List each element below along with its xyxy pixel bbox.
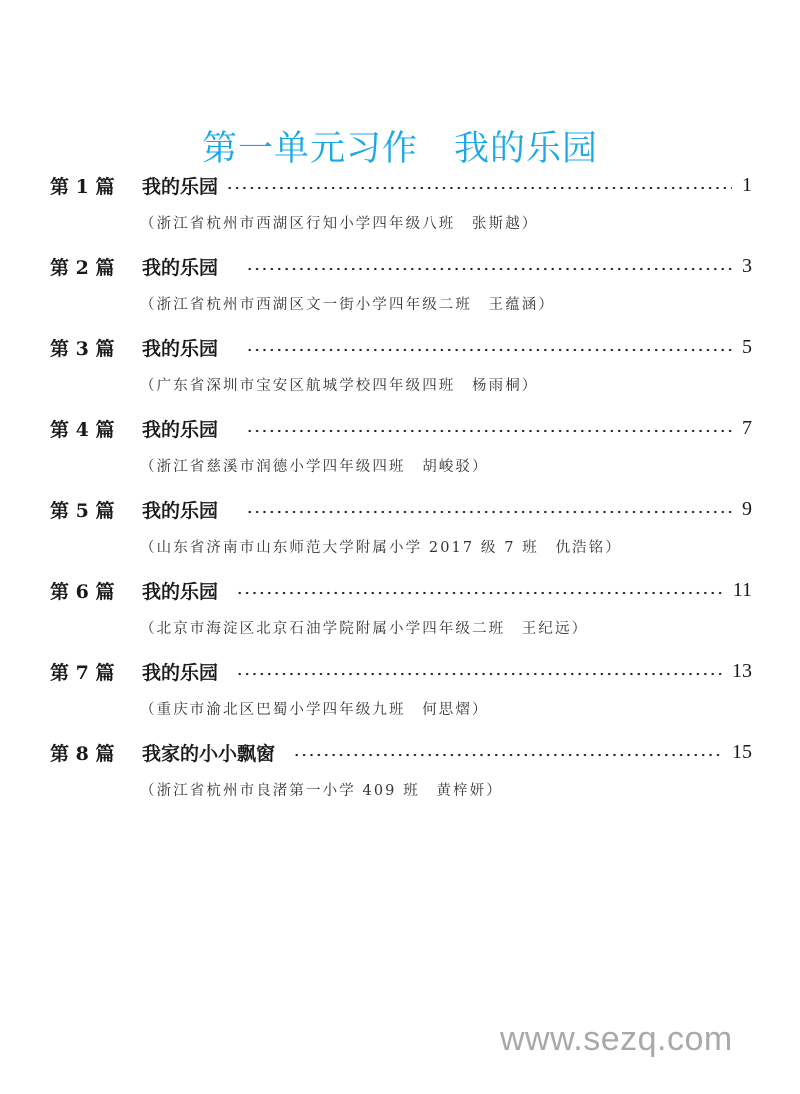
entry-number: 第 4 篇 bbox=[50, 418, 115, 441]
entry-number: 第 2 篇 bbox=[50, 256, 115, 279]
entry-page-number[interactable]: 15 bbox=[732, 740, 752, 763]
dot-leader bbox=[246, 510, 732, 514]
toc-entry-line[interactable] bbox=[50, 332, 752, 362]
entry-source: （浙江省杭州市西湖区文一街小学四年级二班 王蕴涵） bbox=[140, 297, 555, 313]
entry-page-number[interactable]: 9 bbox=[742, 497, 752, 520]
toc-entry[interactable] bbox=[0, 737, 800, 817]
entry-title[interactable]: 我家的小小飘窗 bbox=[142, 742, 276, 765]
entry-page-number[interactable]: 11 bbox=[732, 578, 752, 601]
dot-leader bbox=[226, 186, 732, 190]
entry-page-number[interactable]: 13 bbox=[732, 659, 752, 682]
entry-number: 第 7 篇 bbox=[50, 661, 115, 684]
toc-entry-line[interactable] bbox=[50, 413, 752, 443]
toc-entry-line[interactable] bbox=[50, 575, 752, 605]
toc-entry[interactable] bbox=[0, 494, 800, 574]
entry-number: 第 1 篇 bbox=[50, 175, 115, 198]
dot-leader bbox=[236, 672, 722, 676]
entry-title[interactable]: 我的乐园 bbox=[142, 661, 219, 684]
entry-number: 第 8 篇 bbox=[50, 742, 115, 765]
entry-title[interactable]: 我的乐园 bbox=[142, 256, 219, 279]
dot-leader bbox=[246, 267, 732, 271]
toc-entry[interactable] bbox=[0, 575, 800, 655]
toc-entry[interactable] bbox=[0, 656, 800, 736]
entry-number: 第 6 篇 bbox=[50, 580, 115, 603]
toc-entry-line[interactable] bbox=[50, 494, 752, 524]
dot-leader bbox=[236, 591, 723, 595]
entry-source: （广东省深圳市宝安区航城学校四年级四班 杨雨桐） bbox=[140, 378, 539, 394]
entry-title[interactable]: 我的乐园 bbox=[142, 175, 219, 198]
entry-title[interactable]: 我的乐园 bbox=[142, 580, 219, 603]
dot-leader bbox=[246, 429, 732, 433]
entry-source: （浙江省慈溪市润德小学四年级四班 胡峻驳） bbox=[140, 459, 489, 475]
page-title: 第一单元习作 我的乐园 bbox=[201, 129, 598, 170]
toc-entry[interactable] bbox=[0, 413, 800, 493]
toc-entry-line[interactable] bbox=[50, 251, 752, 281]
entry-number: 第 5 篇 bbox=[50, 499, 115, 522]
entry-page-number[interactable]: 3 bbox=[742, 254, 752, 277]
entry-title[interactable]: 我的乐园 bbox=[142, 499, 219, 522]
dot-leader bbox=[293, 753, 722, 757]
entry-number: 第 3 篇 bbox=[50, 337, 115, 360]
toc-entry[interactable] bbox=[0, 251, 800, 331]
entry-source: （重庆市渝北区巴蜀小学四年级九班 何思熠） bbox=[140, 702, 489, 718]
entry-source: （山东省济南市山东师范大学附属小学 2017 级 7 班 仇浩铭） bbox=[140, 540, 622, 556]
toc-entry[interactable] bbox=[0, 332, 800, 412]
entry-source: （北京市海淀区北京石油学院附属小学四年级二班 王纪远） bbox=[140, 621, 589, 637]
entry-page-number[interactable]: 1 bbox=[742, 173, 752, 196]
toc-entry-line[interactable] bbox=[50, 656, 752, 686]
entry-title[interactable]: 我的乐园 bbox=[142, 337, 219, 360]
toc-entry-line[interactable] bbox=[50, 737, 752, 767]
toc-entry-line[interactable] bbox=[50, 170, 752, 200]
entry-source: （浙江省杭州市西湖区行知小学四年级八班 张斯越） bbox=[140, 216, 539, 232]
dot-leader bbox=[246, 348, 732, 352]
entry-source: （浙江省杭州市良渚第一小学 409 班 黄梓妍） bbox=[140, 783, 503, 799]
entry-page-number[interactable]: 5 bbox=[742, 335, 752, 358]
watermark: www.sezq.com bbox=[500, 1020, 733, 1058]
entry-title[interactable]: 我的乐园 bbox=[142, 418, 219, 441]
entry-page-number[interactable]: 7 bbox=[742, 416, 752, 439]
toc-entry[interactable] bbox=[0, 170, 800, 250]
